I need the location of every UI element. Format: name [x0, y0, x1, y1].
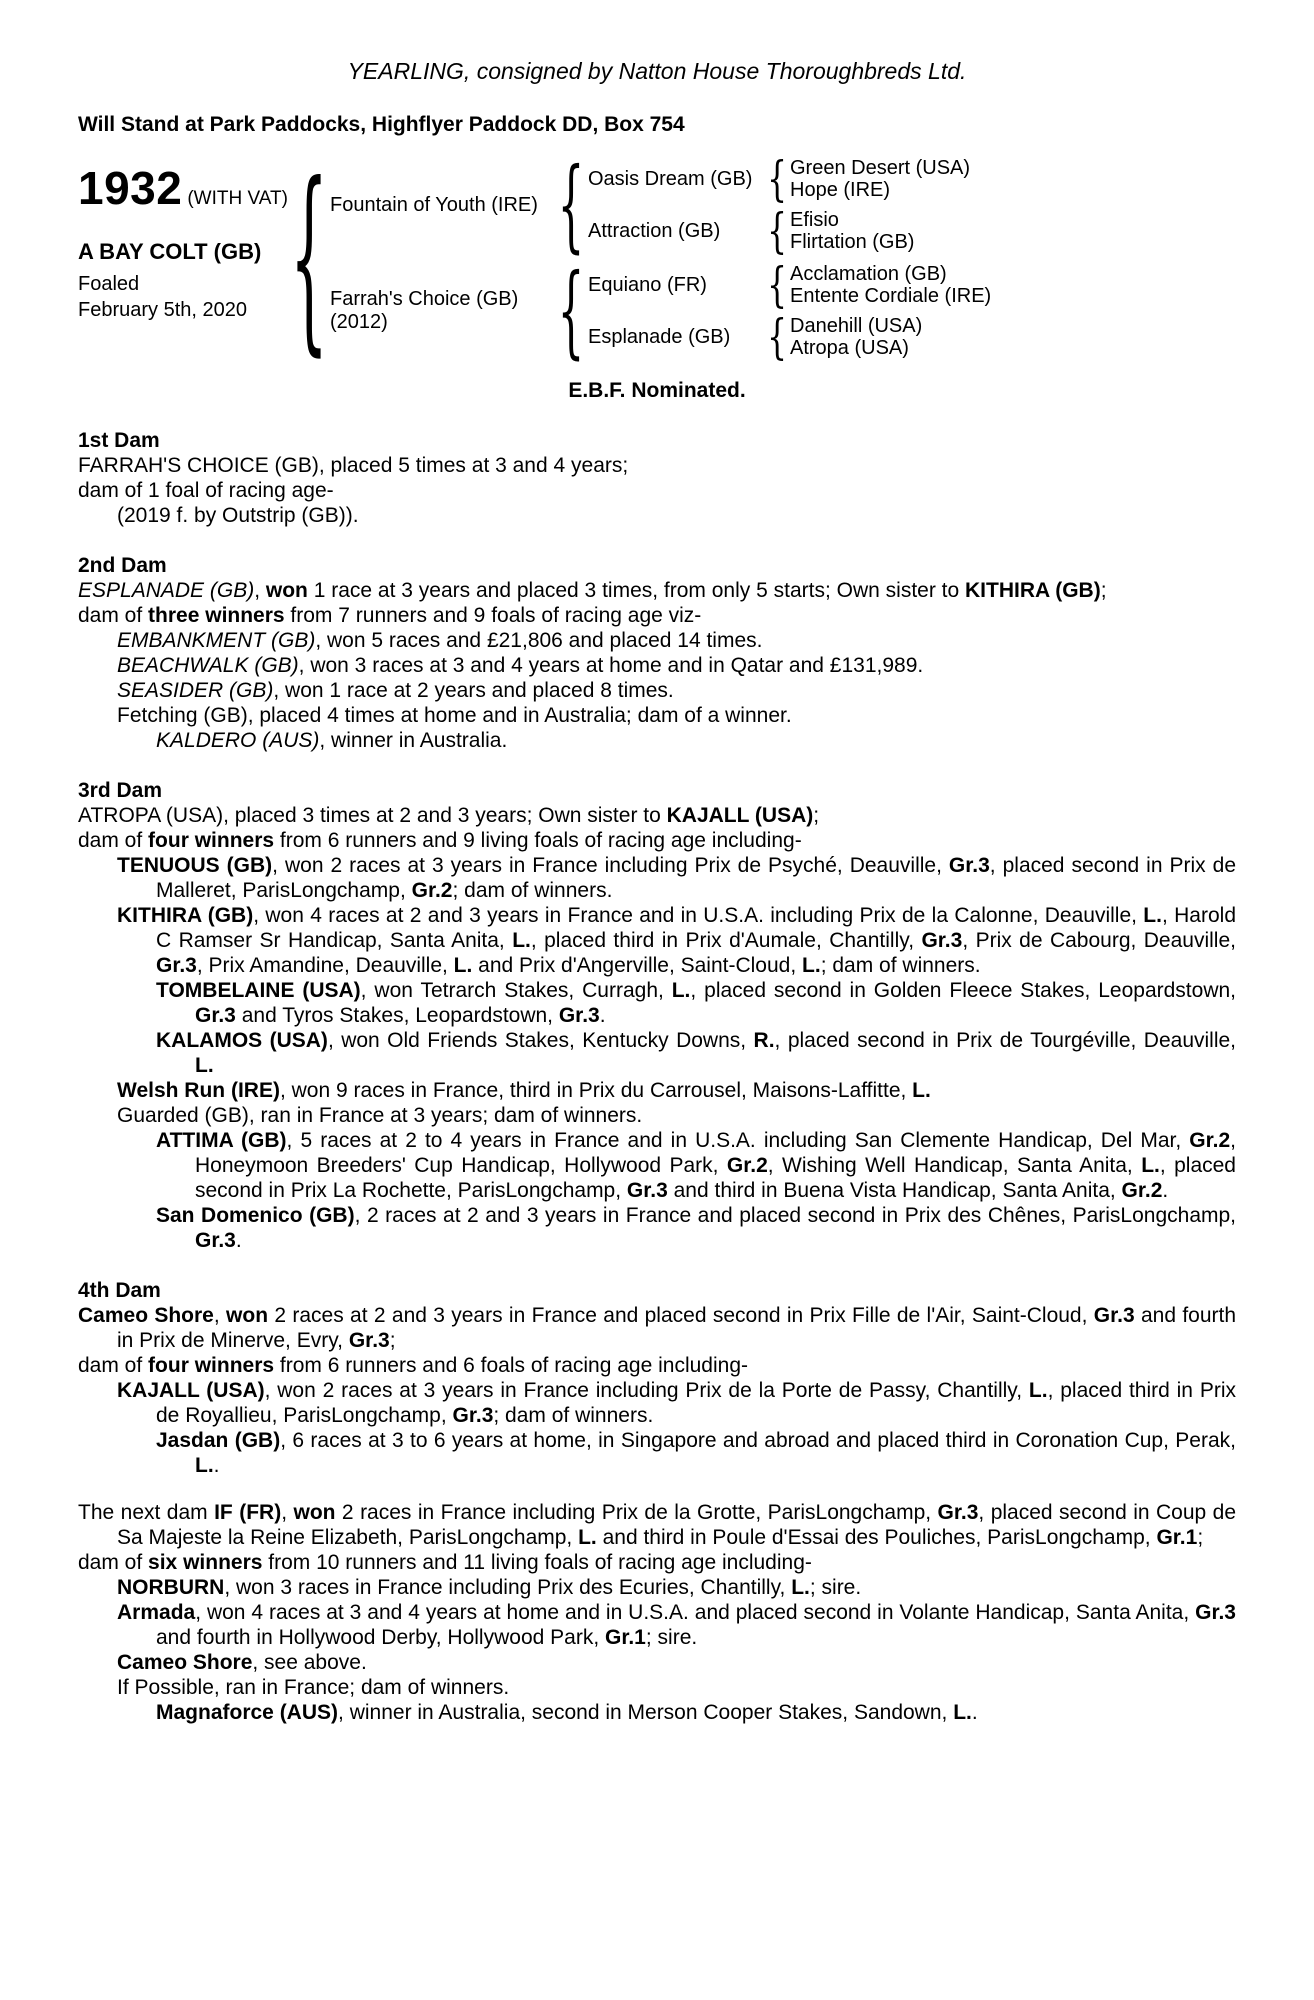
grandparent-name: Attraction (GB) [588, 219, 721, 242]
pedigree-paragraph: dam of three winners from 7 runners and 9 foals of racing age viz- [78, 604, 702, 627]
section-heading: 2nd Dam [78, 554, 167, 577]
pedigree-brace-small: { [767, 257, 787, 313]
pedigree-brace-outer: { [289, 141, 329, 374]
grandsire-family [588, 257, 992, 313]
pedigree-paragraph: Cameo Shore, see above. [117, 1651, 367, 1674]
pedigree-paragraph: TENUOUS (GB), won 2 races at 3 years in France including Prix de Psyché, Deauville, Gr.3, placed second in Prix de Malleret, ParisLongchamp, Gr.2; dam of winners. [117, 854, 1237, 902]
great-grandparent-name: Danehill (USA) [790, 315, 923, 337]
sire-name [330, 157, 560, 253]
stand-location-line: Will Stand at Park Paddocks, Highflyer Paddock DD, Box 754 [78, 113, 685, 136]
foaled-label: Foaled [78, 273, 140, 295]
pedigree-paragraph: dam of six winners from 10 runners and 11 living foals of racing age including- [78, 1551, 812, 1574]
pedigree-brace-small: { [767, 151, 787, 207]
lot-vat-note: (WITH VAT) [187, 188, 288, 209]
pedigree-paragraph: (2019 f. by Outstrip (GB)). [117, 504, 359, 527]
great-grandparent-name: Entente Cordiale (IRE) [790, 285, 992, 307]
pedigree-paragraph: KALDERO (AUS), winner in Australia. [156, 729, 508, 752]
lot-number-line [78, 161, 296, 215]
great-grandparent-name: Hope (IRE) [790, 179, 891, 201]
dam-name-text: Farrah's Choice (GB) [330, 288, 519, 310]
pedigree-brace-small: { [767, 309, 787, 365]
pedigree-paragraph: Armada, won 4 races at 3 and 4 years at home and in U.S.A. and placed second in Volante Handicap, Santa Anita, Gr.3 and fourth in Hollywood Derby, Hollywood Park, Gr.1; sire. [117, 1601, 1236, 1649]
foaled-date: February 5th, 2020 [78, 299, 247, 321]
section-heading: 1st Dam [78, 429, 160, 452]
dam-name [330, 263, 560, 359]
pedigree-paragraph: TOMBELAINE (USA), won Tetrarch Stakes, Curragh, L., placed second in Golden Fleece Stakes, Leopardstown, Gr.3 and Tyros Stakes, Leopardstown, Gr.3. [156, 979, 1236, 1027]
pedigree-tree [330, 146, 992, 369]
ebf-nominated-line: E.B.F. Nominated. [568, 379, 746, 402]
pedigree-paragraph: ATTIMA (GB), 5 races at 2 to 4 years in France and in U.S.A. including San Clemente Handicap, Del Mar, Gr.2, Honeymoon Breeders' Cup Handicap, Hollywood Park, Gr.2, Wishing Well Handicap, Santa Anita, L., placed second in Prix La Rochette, ParisLongchamp, Gr.3 and third in Buena Vista Handicap, Santa Anita, Gr.2. [156, 1129, 1237, 1202]
grandparent-name: Equiano (FR) [588, 273, 707, 296]
pedigree-paragraph: FARRAH'S CHOICE (GB), placed 5 times at 3 and 4 years; [78, 454, 629, 477]
pedigree-paragraph: KAJALL (USA), won 2 races at 3 years in France including Prix de la Porte de Passy, Chantilly, L., placed third in Prix de Royallieu, ParisLongchamp, Gr.3; dam of winners. [117, 1379, 1236, 1427]
pedigree-paragraph: Fetching (GB), placed 4 times at home and in Australia; dam of a winner. [117, 704, 792, 727]
dam-family [330, 252, 992, 369]
great-grandparent-name: Efisio [790, 209, 839, 231]
pedigree-paragraph: Cameo Shore, won 2 races at 2 and 3 years in France and placed second in Prix Fille de l'Air, Saint-Cloud, Gr.3 and fourth in Prix de Minerve, Evry, Gr.3; [78, 1304, 1237, 1352]
grandsire-family [588, 151, 971, 207]
great-grandparent-name: Atropa (USA) [790, 337, 909, 359]
section-heading: 3rd Dam [78, 779, 163, 802]
sire-name-text: Fountain of Youth (IRE) [330, 193, 538, 216]
grandparent-name: Esplanade (GB) [588, 325, 731, 348]
lot-number: 1932 [78, 162, 183, 214]
lot-description: A BAY COLT (GB) [78, 239, 262, 264]
pedigree-paragraph: The next dam IF (FR), won 2 races in France including Prix de la Grotte, ParisLongchamp, Gr.3, placed second in Coup de Sa Majeste la Reine Elizabeth, ParisLongchamp, L. and third in Poule d'Essai des Pouliches, ParisLongchamp, Gr.1; [78, 1501, 1237, 1549]
pedigree-paragraph: Welsh Run (IRE), won 9 races in France, third in Prix du Carrousel, Maisons-Laffitte, L. [117, 1079, 931, 1102]
pedigree-paragraph: SEASIDER (GB), won 1 race at 2 years and placed 8 times. [117, 679, 674, 702]
section-spacer [78, 1478, 1236, 1500]
pedigree-paragraph: NORBURN, won 3 races in France including Prix des Ecuries, Chantilly, L.; sire. [117, 1576, 862, 1599]
pedigree-paragraph: Magnaforce (AUS), winner in Australia, second in Merson Cooper Stakes, Sandown, L.. [156, 1701, 978, 1724]
pedigree-paragraph: dam of four winners from 6 runners and 6 foals of racing age including- [78, 1354, 748, 1377]
granddam-family [588, 203, 970, 259]
pedigree-paragraph: KITHIRA (GB), won 4 races at 2 and 3 years in France and in U.S.A. including Prix de la Calonne, Deauville, L., Harold C Ramser Sr Handicap, Santa Anita, L., placed third in Prix d'Aumale, Chantilly, Gr.3, Prix de Cabourg, Deauville, Gr.3, Prix Amandine, Deauville, L. and Prix d'Angerville, Saint-Cloud, L.; dam of winners. [117, 904, 1236, 977]
granddam-family [588, 309, 991, 365]
pedigree-brace-small: { [767, 203, 787, 259]
catalogue-body [78, 429, 1236, 1725]
pedigree-paragraph: dam of four winners from 6 runners and 9 living foals of racing age including- [78, 829, 802, 852]
pedigree-paragraph: EMBANKMENT (GB), won 5 races and £21,806 and placed 14 times. [117, 629, 763, 652]
great-grandparent-name: Green Desert (USA) [790, 157, 971, 179]
pedigree-paragraph: ATROPA (USA), placed 3 times at 2 and 3 years; Own sister to KAJALL (USA); [78, 804, 820, 827]
page-title: YEARLING, consigned by Natton House Thoroughbreds Ltd. [347, 58, 967, 84]
pedigree-paragraph: dam of 1 foal of racing age- [78, 479, 334, 502]
pedigree-paragraph: KALAMOS (USA), won Old Friends Stakes, Kentucky Downs, R., placed second in Prix de Tourgéville, Deauville, L. [156, 1029, 1237, 1077]
pedigree-paragraph: Guarded (GB), ran in France at 3 years; dam of winners. [117, 1104, 643, 1127]
pedigree-paragraph: BEACHWALK (GB), won 3 races at 3 and 4 years at home and in Qatar and £131,989. [117, 654, 924, 677]
sire-family [330, 146, 991, 263]
pedigree-paragraph: If Possible, ran in France; dam of winners. [117, 1676, 510, 1699]
pedigree-paragraph: ESPLANADE (GB), won 1 race at 3 years and placed 3 times, from only 5 starts; Own sister to KITHIRA (GB); [78, 579, 1107, 602]
pedigree-table [78, 141, 1236, 374]
section-heading: 4th Dam [78, 1279, 161, 1302]
pedigree-brace-dam: { [557, 252, 585, 369]
lot-block [78, 157, 296, 359]
great-grandparent-name: Acclamation (GB) [790, 263, 947, 285]
pedigree-brace-sire: { [557, 146, 585, 263]
grandparent-name: Oasis Dream (GB) [588, 167, 753, 190]
pedigree-paragraph: Jasdan (GB), 6 races at 3 to 6 years at home, in Singapore and abroad and placed third in Coronation Cup, Perak, L.. [156, 1429, 1236, 1477]
dam-extra-text: (2012) [330, 311, 388, 333]
pedigree-paragraph: San Domenico (GB), 2 races at 2 and 3 years in France and placed second in Prix des Chênes, ParisLongchamp, Gr.3. [156, 1204, 1237, 1252]
great-grandparent-name: Flirtation (GB) [790, 231, 915, 253]
